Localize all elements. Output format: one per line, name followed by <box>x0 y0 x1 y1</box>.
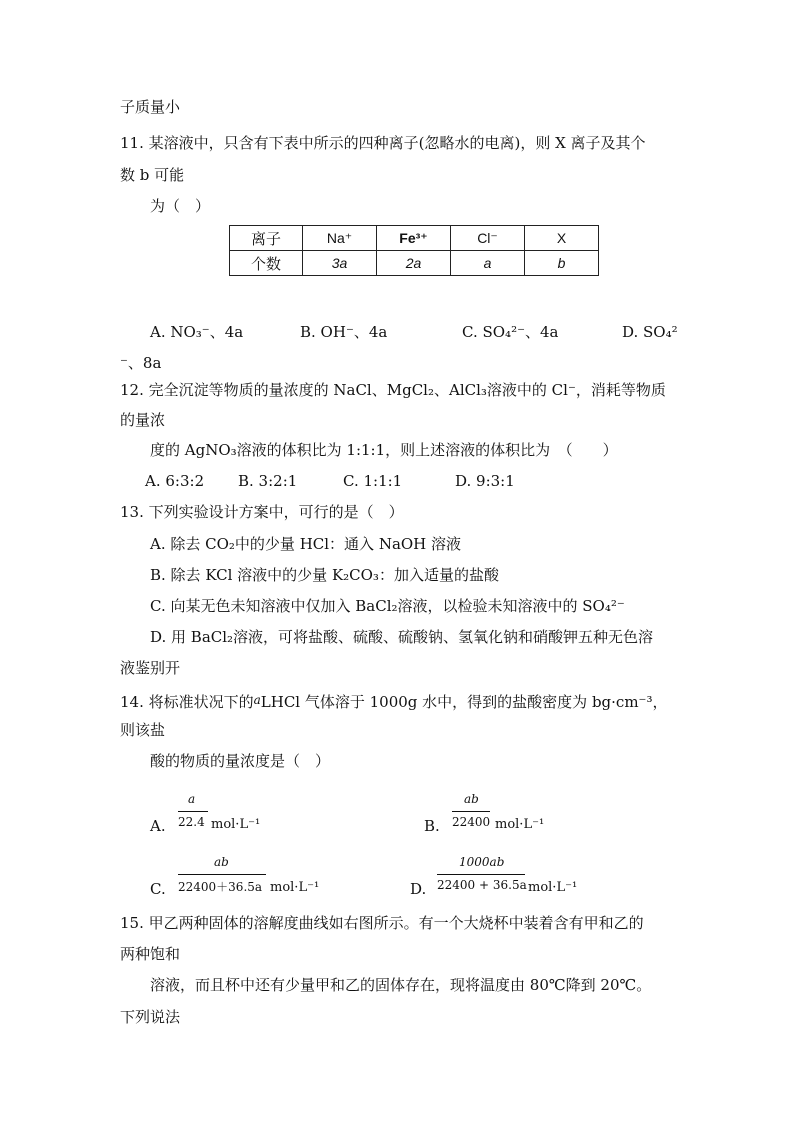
question-14-text: 酸的物质的量浓度是（ ） <box>150 752 331 770</box>
option-c: C. <box>150 880 166 898</box>
option-a: A. 6:3:2 <box>145 472 205 490</box>
table-cell: a <box>451 251 525 276</box>
option-b: B. OH⁻、4a <box>300 323 388 341</box>
option-d: D. SO₄² <box>622 323 678 341</box>
denominator: 22400 <box>452 815 491 829</box>
table-cell: b <box>525 251 599 276</box>
question-13-text: 13. 下列实验设计方案中，可行的是（ ） <box>120 503 404 521</box>
option-d-continued: ⁻、8a <box>120 354 162 372</box>
table-cell: 2a <box>377 251 451 276</box>
ion-table <box>229 225 599 276</box>
table-cell: 个数 <box>230 251 303 276</box>
fraction-bar <box>437 874 525 875</box>
table-row <box>230 226 599 251</box>
numerator: 1000ab <box>459 855 505 869</box>
option-a: A. NO₃⁻、4a <box>150 323 244 341</box>
option-c: C. 1:1:1 <box>343 472 403 490</box>
unit: mol·L⁻¹ <box>211 817 261 832</box>
table-cell: Cl⁻ <box>451 226 525 251</box>
numerator: ab <box>464 792 479 806</box>
question-14-text <box>120 690 667 712</box>
fraction-bar <box>178 811 208 812</box>
text-span: 14. 将标准状况下的 <box>120 693 254 711</box>
denominator: 22400 + 36.5a <box>437 878 527 892</box>
unit: mol·L⁻¹ <box>270 880 320 895</box>
option-b: B. <box>424 817 440 835</box>
fraction-bar <box>178 874 266 875</box>
table-row <box>230 251 599 276</box>
fraction-bar <box>452 811 490 812</box>
question-15-text: 两种饱和 <box>120 945 181 963</box>
question-11-text: 11. 某溶液中，只含有下表中所示的四种离子(忽略水的电离)，则 X 离子及其个 <box>120 134 646 152</box>
table-cell: 离子 <box>230 226 303 251</box>
unit: mol·L⁻¹ <box>495 817 545 832</box>
denominator: 22400＋36.5a <box>178 880 263 894</box>
option-d: D. 用 BaCl₂溶液，可将盐酸、硫酸、硫酸钠、氢氧化钠和硝酸钾五种无色溶 <box>150 628 654 646</box>
option-b: B. 除去 KCl 溶液中的少量 K₂CO₃：加入适量的盐酸 <box>150 566 499 584</box>
question-14-text: 则该盐 <box>120 721 166 739</box>
table-cell: Na⁺ <box>303 226 377 251</box>
table-cell: Fe³⁺ <box>377 226 451 251</box>
question-11-text: 为（ ） <box>150 197 211 215</box>
text-line: 子质量小 <box>120 98 181 116</box>
option-d: D. 9:3:1 <box>455 472 515 490</box>
question-12-text: 12. 完全沉淀等物质的量浓度的 NaCl、MgCl₂、AlCl₃溶液中的 Cl⁻，消耗等物质 <box>120 381 666 399</box>
option-a: A. <box>150 817 166 835</box>
table-cell: X <box>525 226 599 251</box>
text-span: LHCl 气体溶于 1000g 水中，得到的盐酸密度为 bg·cm⁻³， <box>260 693 668 711</box>
option-d-continued: 液鉴别开 <box>120 659 181 677</box>
table-cell: 3a <box>303 251 377 276</box>
option-c: C. 向某无色未知溶液中仅加入 BaCl₂溶液，以检验未知溶液中的 SO₄²⁻ <box>150 597 625 615</box>
numerator: ab <box>214 855 229 869</box>
question-15-text: 溶液，而且杯中还有少量甲和乙的固体存在，现将温度由 80℃降到 20℃。 <box>150 976 652 994</box>
option-c: C. SO₄²⁻、4a <box>462 323 559 341</box>
denominator: 22.4 <box>178 815 205 829</box>
question-12-text: 度的 AgNO₃溶液的体积比为 1:1:1，则上述溶液的体积比为 （ ） <box>150 441 618 459</box>
numerator: a <box>188 792 196 806</box>
question-15-text: 下列说法 <box>120 1008 181 1026</box>
option-b: B. 3:2:1 <box>238 472 298 490</box>
option-a: A. 除去 CO₂中的少量 HCl：通入 NaOH 溶液 <box>150 535 462 553</box>
question-12-text: 的量浓 <box>120 411 166 429</box>
question-11-text: 数 b 可能 <box>120 166 185 184</box>
variable-a: a <box>253 693 261 707</box>
question-15-text: 15. 甲乙两种固体的溶解度曲线如右图所示。有一个大烧杯中装着含有甲和乙的 <box>120 914 644 932</box>
option-d: D. <box>410 880 427 898</box>
unit: mol·L⁻¹ <box>528 880 578 895</box>
